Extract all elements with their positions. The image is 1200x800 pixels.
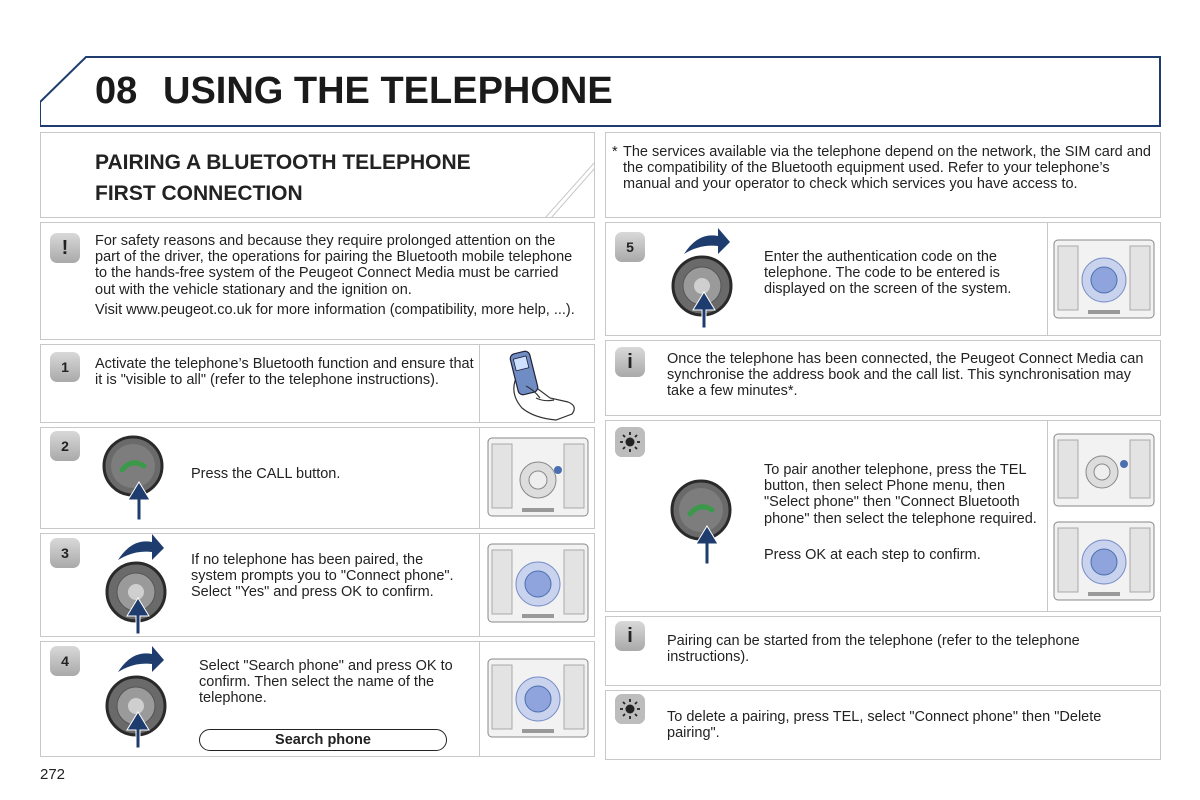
tip-1-text: To pair another telephone, press the TEL button, then select Phone menu, then "Select phone" then "Connect Bluetooth phone" then select the telephone required.	[764, 462, 1037, 527]
chapter-title: USING THE TELEPHONE	[163, 70, 613, 112]
sun-tip-icon	[615, 694, 645, 724]
divider	[479, 427, 480, 529]
step-4-text: Select "Search phone" and press OK to confirm. Then select the name of the telephone.	[199, 658, 453, 707]
step-2-badge: 2	[50, 431, 80, 461]
step-1-text: Activate the telephone’s Bluetooth function and ensure that it is "visible to all" (refer to the telephone instructions).	[95, 356, 474, 389]
warning-paragraph-1: For safety reasons and because they require prolonged attention on the part of the driver, the operations for pairing the Bluetooth mobile telephone to the hands-free system of the Peugeot Connect Media must be carried out with the vehicle stationary and the ignition on.	[95, 233, 573, 298]
tip-2-text: To delete a pairing, press TEL, select "Connect phone" then "Delete pairing".	[667, 709, 1102, 742]
sun-tip-icon	[615, 427, 645, 457]
step-3-text: If no telephone has been paired, the system prompts you to "Connect phone". Select "Yes" and press OK to confirm.	[191, 552, 454, 601]
info-icon: i	[615, 347, 645, 377]
exclamation-icon: !	[50, 233, 80, 263]
call-button-icon	[668, 478, 738, 566]
search-phone-button: Search phone	[199, 729, 447, 751]
mobile-phone-in-hand-icon	[500, 346, 580, 422]
step-5-text: Enter the authentication code on the telephone. The code to be entered is displayed on the screen of the system.	[764, 249, 1012, 298]
call-button-icon	[100, 432, 170, 522]
dashboard-panel-icon	[486, 657, 590, 739]
dashboard-panel-icon	[486, 542, 590, 624]
rotary-ok-knob-icon	[666, 222, 736, 330]
section-title: PAIRING A BLUETOOTH TELEPHONE FIRST CONNECTION	[95, 151, 471, 205]
tip-1-confirm-text: Press OK at each step to confirm.	[764, 547, 981, 563]
divider	[479, 641, 480, 757]
dashboard-panel-icon	[486, 436, 590, 518]
dashboard-panel-icon	[1052, 520, 1156, 602]
info-icon: i	[615, 621, 645, 651]
info-1-text: Once the telephone has been connected, the Peugeot Connect Media can synchronise the address book and the call list. This synchronisation may take a few minutes*.	[667, 351, 1144, 400]
step-5-badge: 5	[615, 232, 645, 262]
dashboard-panel-icon	[1052, 432, 1156, 508]
rotary-ok-knob-icon	[100, 530, 170, 636]
step-2-text: Press the CALL button.	[191, 466, 341, 482]
footnote-text: The services available via the telephone depend on the network, the SIM card and the compatibility of the Bluetooth equipment used. Refer to your telephone’s manual and your operator to check which services you have access to.	[623, 144, 1151, 193]
chapter-number: 08	[95, 70, 138, 112]
divider	[479, 533, 480, 637]
divider	[1047, 420, 1048, 612]
page-number: 272	[40, 766, 66, 783]
divider	[479, 344, 480, 423]
divider	[1047, 222, 1048, 336]
footnote-marker: *	[612, 144, 618, 160]
step-3-badge: 3	[50, 538, 80, 568]
step-4-badge: 4	[50, 646, 80, 676]
chapter-header	[40, 56, 1161, 128]
step-1-badge: 1	[50, 352, 80, 382]
warning-paragraph-2: Visit www.peugeot.co.uk for more information (compatibility, more help, ...).	[95, 302, 575, 318]
rotary-ok-knob-icon	[100, 640, 170, 750]
corner-decoration	[505, 132, 595, 218]
info-2-text: Pairing can be started from the telephone (refer to the telephone instructions).	[667, 633, 1080, 666]
dashboard-panel-icon	[1052, 238, 1156, 320]
